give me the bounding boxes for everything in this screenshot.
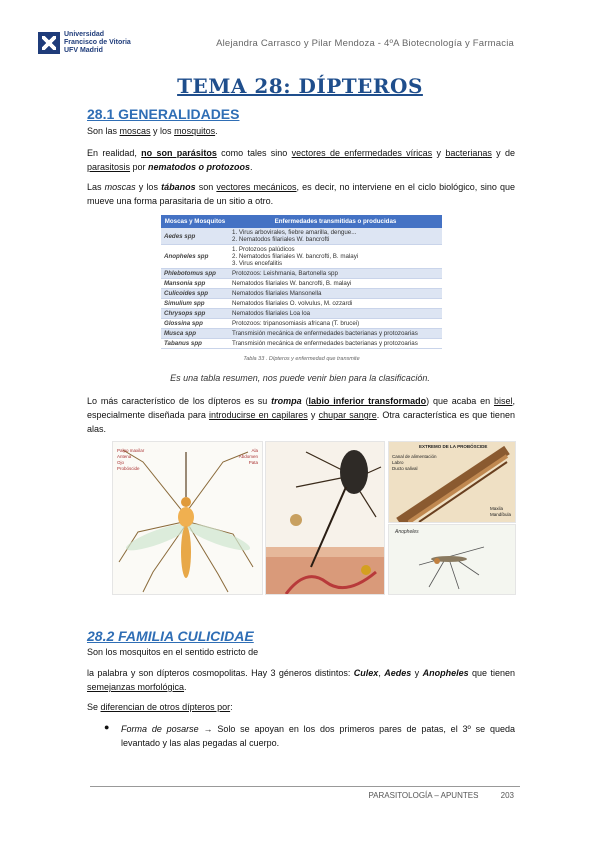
paragraph-5: Son los mosquitos en el sentido estricto de bbox=[87, 647, 259, 657]
term-moscas: moscas bbox=[119, 126, 151, 136]
text: y de bbox=[491, 148, 515, 158]
text: Las bbox=[87, 182, 105, 192]
text: . bbox=[215, 126, 218, 136]
text: ( bbox=[301, 396, 309, 406]
logo-line-1: Universidad bbox=[64, 31, 105, 38]
text: por bbox=[130, 162, 149, 172]
logo-line-2: Francisco de Vitoria bbox=[64, 39, 131, 46]
anopheles-drawing bbox=[389, 525, 515, 594]
figure-label: Canal de alimentación bbox=[392, 454, 437, 459]
term: labio inferior transformado bbox=[308, 396, 427, 406]
term: trompa bbox=[271, 396, 302, 406]
proboscis-labels-right bbox=[490, 506, 511, 518]
text: y bbox=[411, 668, 423, 678]
term: semejanzas morfológica bbox=[87, 682, 185, 692]
text: ) que acaba en bbox=[426, 396, 494, 406]
text: : bbox=[230, 702, 233, 712]
bullet-item bbox=[121, 722, 515, 750]
text: . bbox=[184, 682, 187, 692]
table-cell bbox=[229, 228, 442, 245]
cell-line: 1. Virus arbovirales, fiebre amarilla, dengue... bbox=[232, 229, 357, 236]
text: → Solo se apoyan en los dos primeros pares de patas, el 3º se queda levantado y las alas pegadas al cuerpo. bbox=[121, 724, 515, 748]
text: En realidad, bbox=[87, 148, 142, 158]
section-heading-culicidae: 28.2 FAMILIA CULICIDAE bbox=[87, 628, 254, 644]
term-mosquitos: mosquitos bbox=[174, 126, 216, 136]
logo-text bbox=[64, 31, 131, 55]
paragraph-7 bbox=[87, 700, 515, 714]
term: tábanos bbox=[161, 182, 196, 192]
term: Culex bbox=[353, 668, 379, 678]
ufv-logo-icon bbox=[38, 32, 60, 54]
cell-line: 2. Nematodos filariales W. bancrofti, B. malayi bbox=[232, 253, 359, 260]
figure-label: Ala bbox=[251, 448, 258, 453]
text: Lo más característico de los dípteros es su bbox=[87, 396, 272, 406]
term: vectores de enfermedades víricas bbox=[291, 148, 433, 158]
cell-line: 2. Nematodos filariales W. bancrofti bbox=[232, 236, 330, 243]
table-note: Es una tabla resumen, nos puede venir bien para la clasificación. bbox=[170, 373, 430, 383]
table-cell-name: Aedes spp bbox=[161, 228, 229, 245]
table-row bbox=[161, 245, 442, 269]
text: , es decir, no interviene en el ciclo biológico, sino que mueve una forma parasitaria de un sitio a otro. bbox=[87, 182, 515, 206]
page-title: TEMA 28: DÍPTEROS bbox=[177, 74, 423, 98]
table-header-row bbox=[161, 215, 442, 228]
text: . Otra característica es que tienen alas. bbox=[87, 410, 515, 434]
table-row bbox=[161, 309, 442, 319]
figure-label: EXTREMO DE LA PROBÓSCIDE bbox=[419, 444, 488, 449]
table-cell: Transmisión mecánica de enfermedades bacterianas y protozoarias bbox=[229, 329, 442, 339]
table-header: Moscas y Mosquitos bbox=[161, 215, 229, 228]
page-footer bbox=[368, 791, 514, 800]
text: , bbox=[378, 668, 385, 678]
university-logo bbox=[38, 30, 138, 56]
mosquito-anatomy-figure bbox=[112, 441, 263, 595]
table-cell-name: Chrysops spp bbox=[161, 309, 229, 319]
term: parasitosis bbox=[87, 162, 131, 172]
term: Forma de posarse bbox=[121, 724, 199, 734]
table-row bbox=[161, 279, 442, 289]
text: son bbox=[195, 182, 217, 192]
cell-line: 3. Virus encefalitis bbox=[232, 260, 283, 267]
term: vectores mecánicos bbox=[216, 182, 297, 192]
term: nematodos o protozoos bbox=[148, 162, 251, 172]
term: moscas bbox=[104, 182, 136, 192]
term: diferencian de otros dípteros por bbox=[100, 702, 231, 712]
table-header: Enfermedades transmitidas o producidas bbox=[229, 215, 442, 228]
footer-text: PARASITOLOGÍA – APUNTES bbox=[368, 791, 479, 800]
term: Anopheles bbox=[422, 668, 469, 678]
table-cell-name: Culicoides spp bbox=[161, 289, 229, 299]
text: Se bbox=[87, 702, 101, 712]
figure-label: Palpo maxilar bbox=[117, 448, 145, 453]
header-authors: Alejandra Carrasco y Pilar Mendoza - 4ºA Biotecnología y Farmacia bbox=[216, 38, 514, 49]
text: la palabra y son dípteros cosmopolitas. Hay 3 géneros distintos: bbox=[87, 668, 354, 678]
paragraph-4 bbox=[87, 394, 515, 436]
figure-label: Pata bbox=[248, 460, 258, 465]
paragraph-1 bbox=[87, 124, 515, 138]
table-row bbox=[161, 319, 442, 329]
figure-label: Abdomen bbox=[238, 454, 258, 459]
footer-divider bbox=[90, 786, 520, 787]
table-row bbox=[161, 289, 442, 299]
paragraph-3 bbox=[87, 180, 515, 208]
table-row bbox=[161, 339, 442, 349]
page-number: 203 bbox=[500, 791, 514, 800]
table-cell-name: Tabanus spp bbox=[161, 339, 229, 349]
table-cell-name: Musca spp bbox=[161, 329, 229, 339]
table-row bbox=[161, 269, 442, 279]
figure-label: Labro bbox=[392, 460, 404, 465]
figure-label: Probóscide bbox=[117, 466, 140, 471]
mosquito-feeding-drawing bbox=[266, 442, 384, 594]
logo-line-3: UFV Madrid bbox=[64, 47, 103, 54]
table-cell-name: Simulium spp bbox=[161, 299, 229, 309]
diptera-table bbox=[161, 215, 442, 349]
table-cell: Nematodos filariales Loa loa bbox=[229, 309, 442, 319]
table-cell-name: Glossina spp bbox=[161, 319, 229, 329]
table-cell: Nematodos filariales O. volvulus, M. ozzardi bbox=[229, 299, 442, 309]
term: Aedes bbox=[384, 668, 412, 678]
proboscis-labels bbox=[392, 454, 437, 472]
paragraph-2 bbox=[87, 146, 515, 174]
table-cell-name: Mansonia spp bbox=[161, 279, 229, 289]
bullet-dot-icon: ● bbox=[104, 722, 110, 732]
proboscis-tip-figure bbox=[388, 441, 516, 523]
table-cell: Transmisión mecánica de enfermedades bacterianas y protozoarias bbox=[229, 339, 442, 349]
figure-label: Anopheles bbox=[395, 529, 419, 535]
text: , especialmente diseñada para bbox=[87, 396, 515, 420]
term: no son parásitos bbox=[141, 148, 217, 158]
table-caption: Tabla 33 . Dípteros y enfermedad que transmite bbox=[243, 356, 360, 362]
term: bacterianas bbox=[445, 148, 492, 158]
figure-label: Ojo bbox=[117, 460, 125, 465]
anopheles-figure bbox=[388, 524, 516, 595]
text: y los bbox=[135, 182, 162, 192]
mosquito-labels bbox=[117, 448, 144, 472]
cell-line: 1. Protozoos palúdicos bbox=[232, 246, 295, 253]
text: como tales sino bbox=[216, 148, 292, 158]
figure-label: Ducto salival bbox=[392, 466, 418, 471]
table-row bbox=[161, 329, 442, 339]
table-row bbox=[161, 299, 442, 309]
table-row bbox=[161, 228, 442, 245]
table-cell: Protozoos: Leishmania, Bartonella spp bbox=[229, 269, 442, 279]
text: Son las bbox=[87, 126, 120, 136]
table-cell-name: Phlebotomus spp bbox=[161, 269, 229, 279]
figure-label: Antena bbox=[117, 454, 132, 459]
mosquito-feeding-figure bbox=[265, 441, 385, 595]
text: que tienen bbox=[468, 668, 515, 678]
table-cell: Protozoos: tripanosomiasis africana (T. brucei) bbox=[229, 319, 442, 329]
text: y los bbox=[150, 126, 175, 136]
table-cell: Nematodos filariales W. bancrofti, B. malayi bbox=[229, 279, 442, 289]
text: y bbox=[307, 410, 319, 420]
table-cell-name: Anopheles spp bbox=[161, 245, 229, 269]
table-cell bbox=[229, 245, 442, 269]
table-cell: Nematodos filariales Mansonella bbox=[229, 289, 442, 299]
text: y bbox=[432, 148, 446, 158]
paragraph-6 bbox=[87, 666, 515, 694]
term: bisel bbox=[493, 396, 513, 406]
figure-label: Maxila bbox=[489, 506, 503, 511]
mosquito-labels-right bbox=[239, 448, 258, 466]
figure-label: Mandíbula bbox=[489, 512, 511, 517]
text: . bbox=[250, 162, 253, 172]
term: chupar sangre bbox=[318, 410, 377, 420]
term: introducirse en capilares bbox=[208, 410, 308, 420]
section-heading-generalidades: 28.1 GENERALIDADES bbox=[87, 106, 240, 122]
